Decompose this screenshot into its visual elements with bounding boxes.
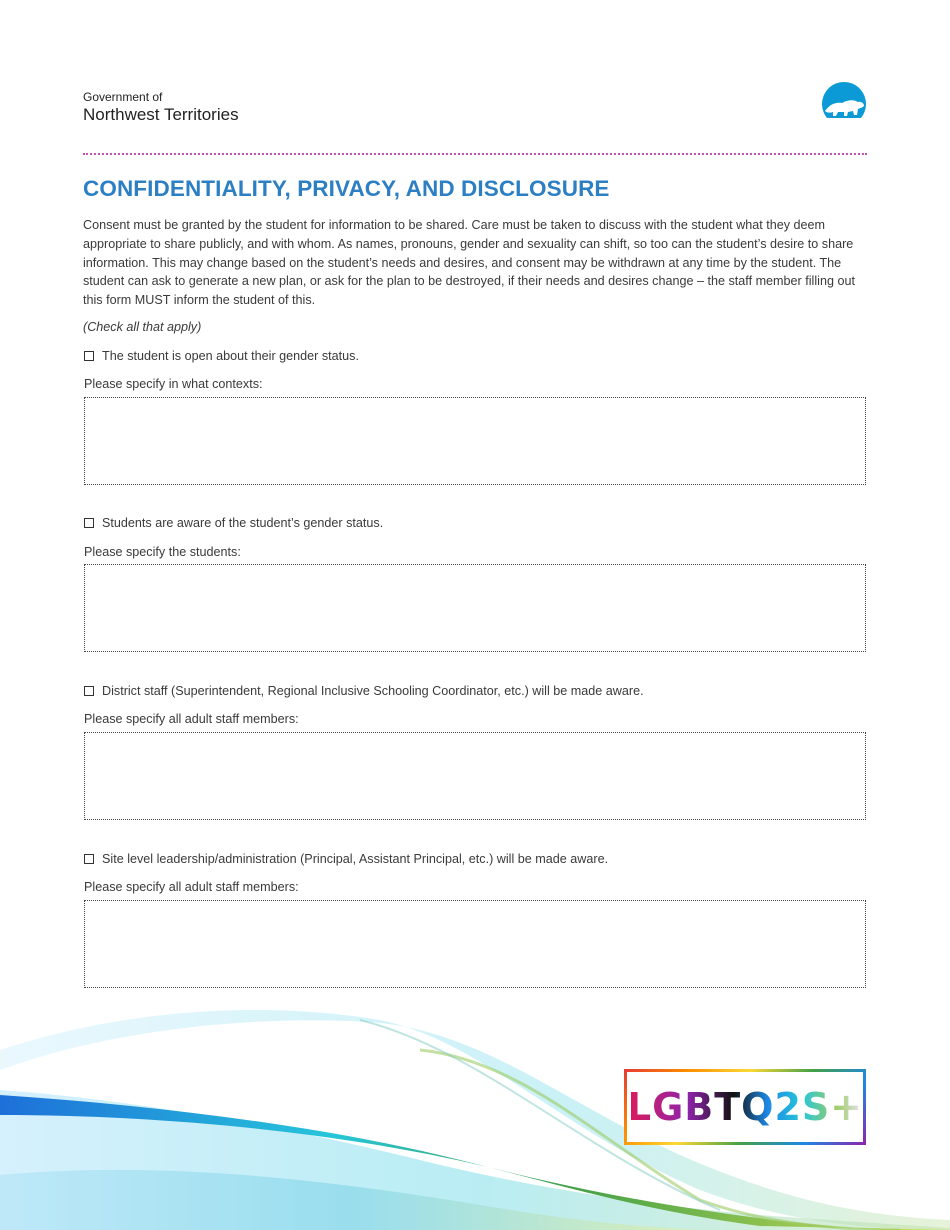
- checkbox-icon[interactable]: [84, 351, 94, 361]
- gov-line-2: Northwest Territories: [83, 105, 239, 124]
- specify-label: Please specify all adult staff members:: [84, 880, 299, 894]
- specify-label: Please specify the students:: [84, 545, 241, 559]
- badge-text: LGBTQ2S+: [631, 1076, 859, 1138]
- checkbox-label: Students are aware of the student’s gender status.: [102, 516, 384, 530]
- specify-label: Please specify all adult staff members:: [84, 712, 299, 726]
- checkbox-icon[interactable]: [84, 854, 94, 864]
- check-all-note: (Check all that apply): [83, 320, 202, 334]
- header-divider: [83, 153, 867, 155]
- contexts-answer-field[interactable]: [84, 397, 866, 485]
- checkbox-icon[interactable]: [84, 686, 94, 696]
- checkbox-row-students-aware[interactable]: [84, 515, 383, 531]
- checkbox-row-site-leadership[interactable]: [84, 851, 608, 867]
- checkbox-row-open-gender-status[interactable]: [84, 348, 359, 364]
- specify-label: Please specify in what contexts:: [84, 377, 263, 391]
- checkbox-icon[interactable]: [84, 518, 94, 528]
- checkbox-label: The student is open about their gender status.: [102, 349, 359, 363]
- intro-paragraph: Consent must be granted by the student for information to be shared. Care must be taken to discuss with the student what they deem appropriate to share publicly, and with whom. As names, pronouns, gender and sexuality can shift, so too can the student’s desire to share information. This may change based on the student’s needs and desires, and consent may be withdrawn at any time by the student. The student can ask to generate a new plan, or ask for the plan to be destroyed, if their needs and desires change – the staff member filling out this form MUST inform the student of this.: [83, 218, 855, 308]
- district-staff-answer-field[interactable]: [84, 732, 866, 820]
- gov-line-1: Government of: [83, 90, 163, 104]
- polar-bear-logo-icon: [820, 82, 868, 124]
- site-leadership-answer-field[interactable]: [84, 900, 866, 988]
- students-answer-field[interactable]: [84, 564, 866, 652]
- government-header: [83, 90, 239, 125]
- lgbtq2s-badge: [624, 1069, 866, 1145]
- page-title: CONFIDENTIALITY, PRIVACY, AND DISCLOSURE: [83, 176, 610, 201]
- checkbox-label: Site level leadership/administration (Principal, Assistant Principal, etc.) will be made aware.: [102, 852, 609, 866]
- checkbox-label: District staff (Superintendent, Regional Inclusive Schooling Coordinator, etc.) will be made aware.: [102, 684, 644, 698]
- checkbox-row-district-staff[interactable]: [84, 683, 644, 699]
